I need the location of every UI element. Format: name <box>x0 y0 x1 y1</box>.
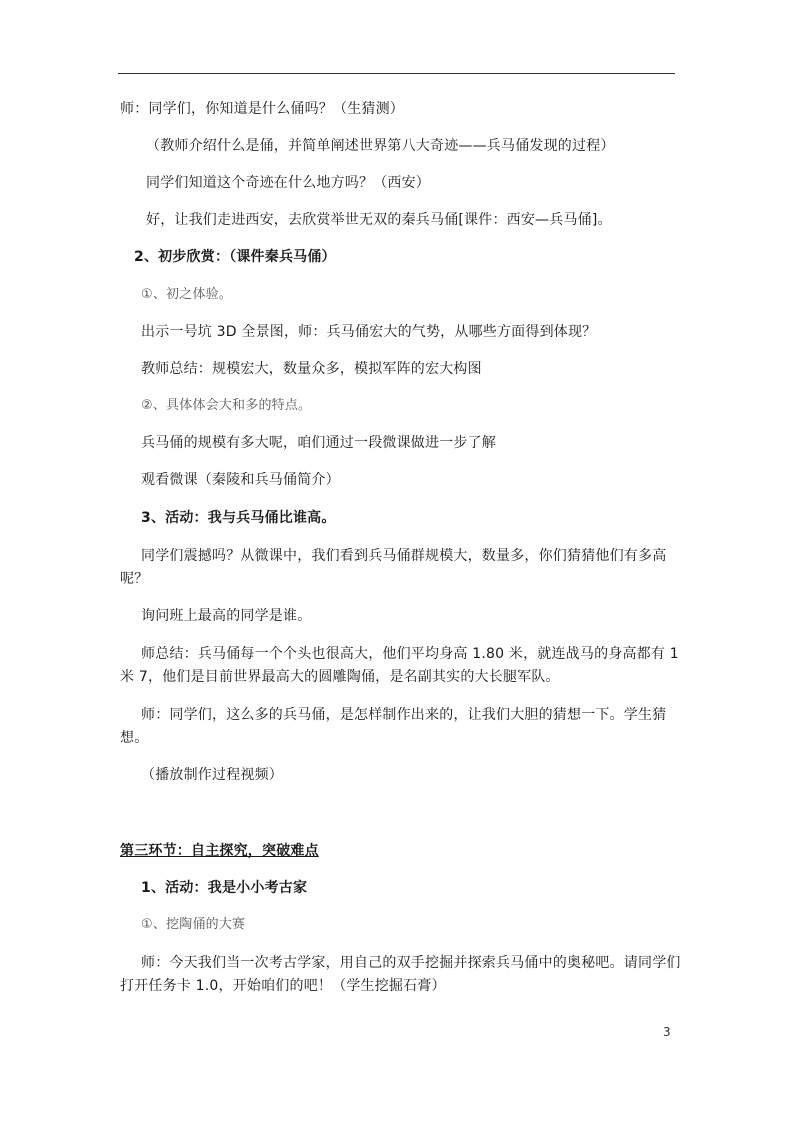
heading-height-activity: 3、活动：我与兵马俑比谁高。 <box>141 510 336 526</box>
paragraph-play-video: （播放制作过程视频） <box>141 767 283 783</box>
subheading-digging-contest: ①、挖陶俑的大赛 <box>141 917 246 932</box>
paragraph-making-guess-line-1: 师：同学们，这么多的兵马俑，是怎样制作出来的，让我们大胆的猜想一下。学生猜 <box>141 707 667 723</box>
paragraph-shocked-line-1: 同学们震撼吗？从微课中，我们看到兵马俑群规模大，数量多，你们猜猜他们有多高 <box>141 548 667 564</box>
paragraph-teacher-introduction: （教师介绍什么是俑，并简单阐述世界第八大奇迹——兵马俑发现的过程） <box>146 138 615 154</box>
paragraph-shocked-line-2: 呢？ <box>120 571 149 587</box>
paragraph-archaeology-line-1: 师：今天我们当一次考古学家，用自己的双手挖掘并探索兵马俑中的奥秘吧。请同学们 <box>141 955 681 971</box>
paragraph-teacher-question: 师：同学们，你知道是什么俑吗？（生猜测） <box>120 101 404 117</box>
paragraph-tallest-student: 询问班上最高的同学是谁。 <box>141 608 312 624</box>
paragraph-height-summary-line-2: 米 7，他们是目前世界最高大的圆雕陶俑，是名副其实的大长腿军队。 <box>120 669 560 685</box>
paragraph-pit-panorama: 出示一号坑 3D 全景图，师：兵马俑宏大的气势，从哪些方面得到体现？ <box>141 324 597 340</box>
paragraph-scale-microcourse: 兵马俑的规模有多大呢，咱们通过一段微课做进一步了解 <box>141 435 496 451</box>
subheading-first-experience: ①、初之体验。 <box>141 287 233 302</box>
page-number: 3 <box>663 1025 671 1039</box>
paragraph-teacher-summary: 教师总结：规模宏大，数量众多，模拟军阵的宏大构图 <box>141 361 482 377</box>
header-rule <box>118 73 675 74</box>
heading-initial-appreciation: 2、初步欣赏：（课件秦兵马俑） <box>134 249 336 265</box>
paragraph-location-question: 同学们知道这个奇迹在什么地方吗？（西安） <box>146 175 430 191</box>
paragraph-archaeology-line-2: 打开任务卡 1.0，开始咱们的吧！（学生挖掘石膏） <box>120 978 446 994</box>
paragraph-height-summary-line-1: 师总结：兵马俑每一个个头也很高大，他们平均身高 1.80 米，就连战马的身高都有 1 <box>141 646 679 662</box>
paragraph-making-guess-line-2: 想。 <box>120 730 149 746</box>
paragraph-go-to-xian: 好，让我们走进西安，去欣赏举世无双的秦兵马俑[课件：西安—兵马俑]。 <box>146 212 612 228</box>
section-heading-third-stage: 第三环节：自主探究，突破难点 <box>120 843 319 859</box>
heading-archaeologist-activity: 1、活动：我是小小考古家 <box>141 880 308 896</box>
subheading-big-and-many: ②、具体体会大和多的特点。 <box>141 398 312 413</box>
paragraph-watch-microcourse: 观看微课（秦陵和兵马俑简介） <box>141 472 340 488</box>
